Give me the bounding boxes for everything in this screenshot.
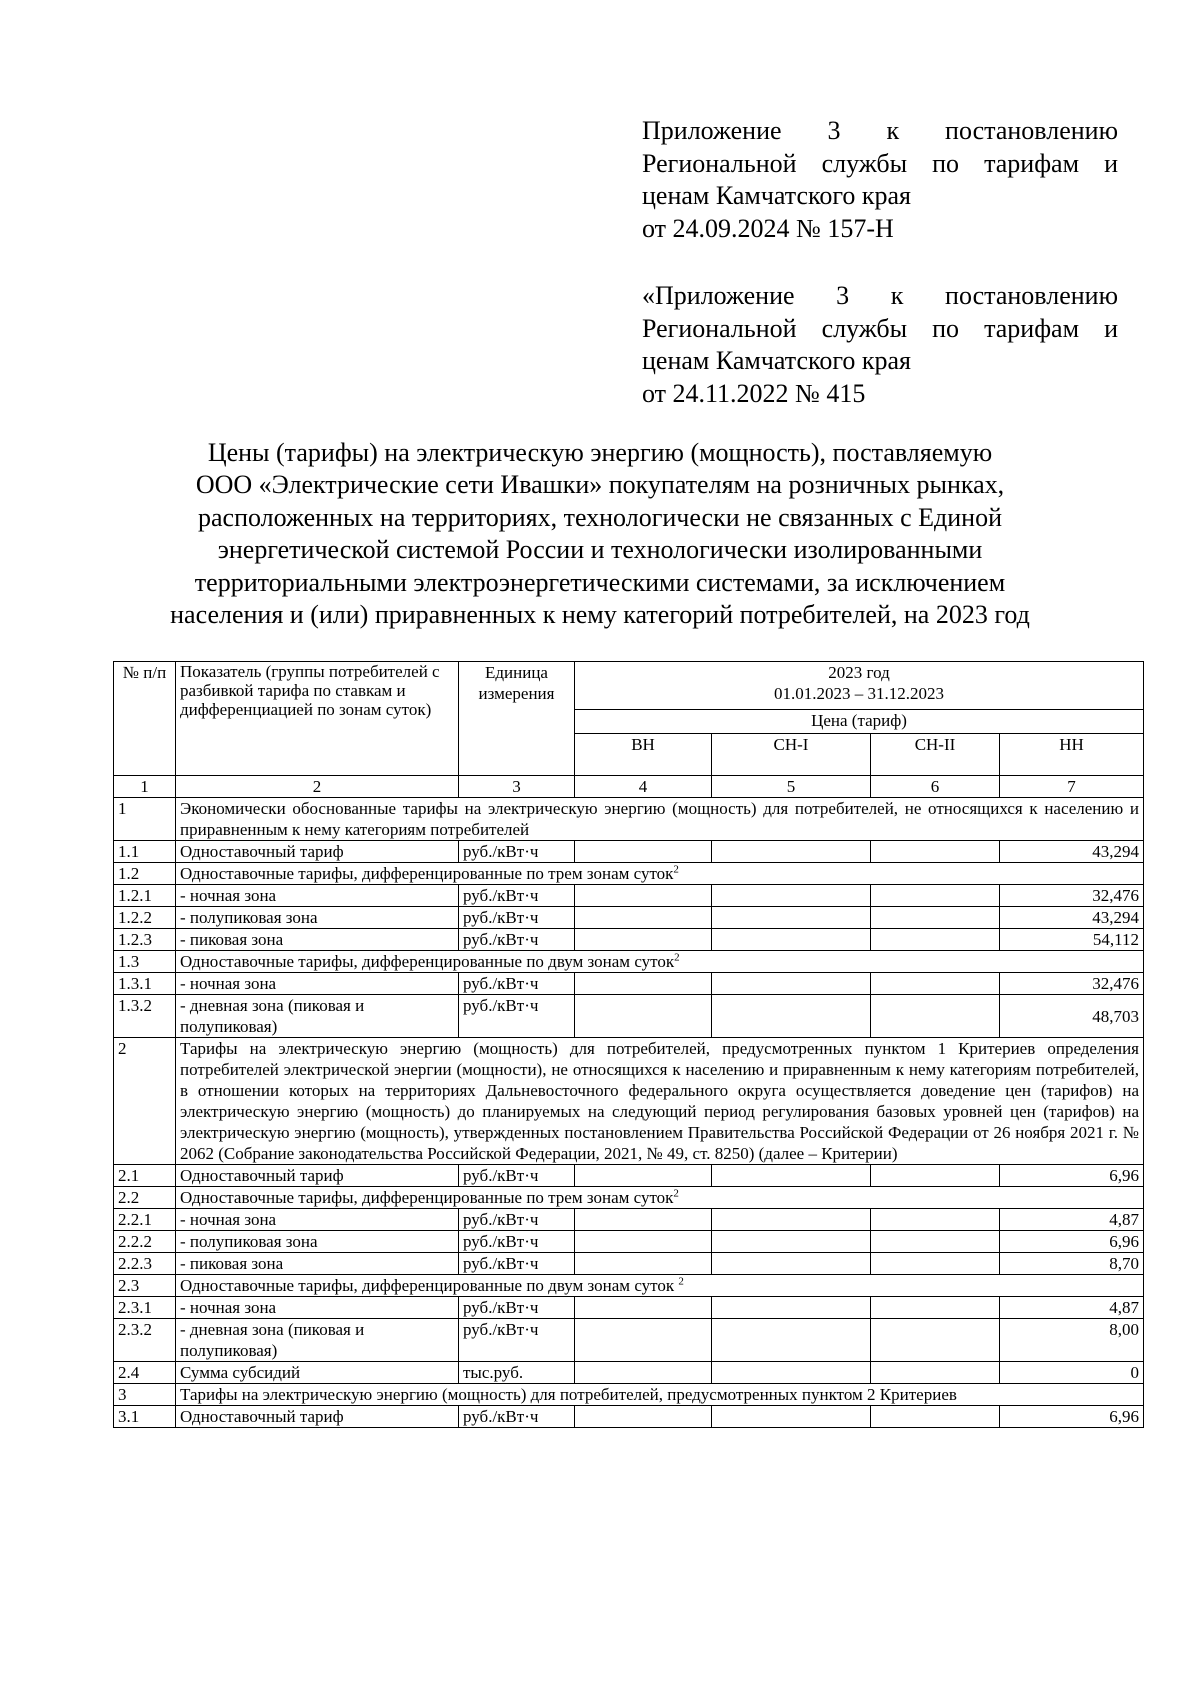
column-number: 7 <box>1000 776 1144 798</box>
footnote-mark: 2 <box>678 1275 684 1288</box>
footnote-mark: 2 <box>673 1187 679 1200</box>
value-vn <box>575 1406 712 1428</box>
row-name: - полупиковая зона <box>176 1231 459 1253</box>
appendix-current-line-1: Приложение 3 к постановлению <box>642 116 1118 145</box>
row-name: - дневная зона (пиковая и полупиковая) <box>176 995 459 1038</box>
header-unit: Единица измерения <box>459 662 575 776</box>
value-vn <box>575 1165 712 1187</box>
row-name: - пиковая зона <box>176 929 459 951</box>
table-row <box>114 1165 1144 1187</box>
section-text: Тарифы на электрическую энергию (мощность) для потребителей, предусмотренных пунктом 1 Критериев определения потребителей электрической энергии (мощности), не относящихся к населению и приравненным к нему категориям потребителей, в отношении которых на территориях Дальневосточного федерального округа осуществляется доведение цен (тарифов) на электрическую энергию (мощность) до планируемых на следующий период регулирования базовых уровней цен (тарифов) на электрическую энергию (мощность), утвержденных постановлением Правительства Российской Федерации от 26 ноября 2021 г. № 2062 (Собрание законодательства Российской Федерации, 2021, № 49, ст. 8250) (далее – Критерии) <box>176 1038 1144 1165</box>
value-nn: 48,703 <box>1000 995 1144 1038</box>
row-unit: руб./кВт·ч <box>459 1319 575 1362</box>
value-nn: 6,96 <box>1000 1165 1144 1187</box>
title-line: энергетической системой России и технологически изолированными <box>217 535 983 565</box>
table-row <box>114 1297 1144 1319</box>
value-sn2 <box>871 929 1000 951</box>
table-row <box>114 1231 1144 1253</box>
title-line: ООО «Электрические сети Ивашки» покупателям на розничных рынках, <box>195 470 1005 500</box>
value-sn1 <box>712 841 871 863</box>
row-unit: тыс.руб. <box>459 1362 575 1384</box>
footnote-mark: 2 <box>674 951 680 964</box>
row-unit: руб./кВт·ч <box>459 885 575 907</box>
column-number: 5 <box>712 776 871 798</box>
header-year <box>575 662 1144 710</box>
section-row <box>114 951 1144 973</box>
row-unit: руб./кВт·ч <box>459 1209 575 1231</box>
value-vn <box>575 929 712 951</box>
header-vn: ВН <box>575 734 712 776</box>
title-line: населения и (или) приравненных к нему категорий потребителей, на 2023 год <box>170 600 1030 630</box>
value-nn: 8,00 <box>1000 1319 1144 1362</box>
value-nn: 4,87 <box>1000 1297 1144 1319</box>
value-sn2 <box>871 1231 1000 1253</box>
column-number: 3 <box>459 776 575 798</box>
value-nn: 54,112 <box>1000 929 1144 951</box>
table-row <box>114 1209 1144 1231</box>
row-unit: руб./кВт·ч <box>459 973 575 995</box>
appendix-previous-line-3: ценам Камчатского края <box>642 346 911 375</box>
value-nn: 0 <box>1000 1362 1144 1384</box>
value-nn: 4,87 <box>1000 1209 1144 1231</box>
value-sn2 <box>871 1209 1000 1231</box>
table-row <box>114 1362 1144 1384</box>
value-vn <box>575 973 712 995</box>
row-unit: руб./кВт·ч <box>459 1297 575 1319</box>
row-num: 1.2.1 <box>114 885 176 907</box>
table-row <box>114 973 1144 995</box>
value-vn <box>575 1319 712 1362</box>
header-year-label: 2023 год <box>828 663 890 682</box>
row-num: 3 <box>114 1384 176 1406</box>
row-unit: руб./кВт·ч <box>459 929 575 951</box>
appendix-previous <box>642 280 1118 410</box>
value-sn2 <box>871 1362 1000 1384</box>
section-text: Одноставочные тарифы, дифференцированные по двум зонам суток <box>180 952 675 971</box>
value-sn1 <box>712 1406 871 1428</box>
value-sn1 <box>712 1362 871 1384</box>
row-unit: руб./кВт·ч <box>459 907 575 929</box>
appendix-current-line-4: от 24.09.2024 № 157-Н <box>642 213 894 243</box>
row-unit: руб./кВт·ч <box>459 1253 575 1275</box>
table-row <box>114 1406 1144 1428</box>
row-num: 2.4 <box>114 1362 176 1384</box>
value-vn <box>575 885 712 907</box>
row-name: Одноставочный тариф <box>176 841 459 863</box>
row-name: Одноставочный тариф <box>176 1406 459 1428</box>
row-num: 2.2.2 <box>114 1231 176 1253</box>
row-num: 2.3.1 <box>114 1297 176 1319</box>
value-nn: 43,294 <box>1000 907 1144 929</box>
row-num: 2.2.3 <box>114 1253 176 1275</box>
row-unit: руб./кВт·ч <box>459 995 575 1038</box>
value-sn1 <box>712 973 871 995</box>
header-period: 01.01.2023 – 31.12.2023 <box>774 684 944 703</box>
appendix-current-line-3: ценам Камчатского края <box>642 181 911 210</box>
row-name: - ночная зона <box>176 885 459 907</box>
section-text: Экономически обоснованные тарифы на электрическую энергию (мощность) для потребителей, не относящихся к населению и приравненным к нему категориям потребителей <box>176 798 1144 841</box>
title-line: Цены (тарифы) на электрическую энергию (мощность), поставляемую <box>207 438 993 467</box>
section-row <box>114 1275 1144 1297</box>
value-sn2 <box>871 1406 1000 1428</box>
value-sn2 <box>871 1253 1000 1275</box>
row-unit: руб./кВт·ч <box>459 1165 575 1187</box>
section-row <box>114 1187 1144 1209</box>
document-title <box>80 437 1120 631</box>
row-num: 1.3.2 <box>114 995 176 1038</box>
row-name: - ночная зона <box>176 1209 459 1231</box>
value-vn <box>575 1297 712 1319</box>
value-sn1 <box>712 1319 871 1362</box>
tariff-table <box>113 661 1144 1428</box>
value-sn2 <box>871 973 1000 995</box>
row-name: Одноставочный тариф <box>176 1165 459 1187</box>
row-name: - дневная зона (пиковая и полупиковая) <box>176 1319 459 1362</box>
value-vn <box>575 1362 712 1384</box>
value-sn1 <box>712 929 871 951</box>
header-num: № п/п <box>114 662 176 776</box>
title-line: территориальными электроэнергетическими системами, за исключением <box>194 567 1006 597</box>
appendix-previous-line-2: Региональной службы по тарифам и <box>642 313 1118 343</box>
section-text-cell <box>176 1187 1144 1209</box>
section-row <box>114 863 1144 885</box>
row-name: - полупиковая зона <box>176 907 459 929</box>
row-name: - ночная зона <box>176 1297 459 1319</box>
value-vn <box>575 907 712 929</box>
header-sn1: СН-I <box>712 734 871 776</box>
row-num: 1.2.2 <box>114 907 176 929</box>
row-unit: руб./кВт·ч <box>459 1406 575 1428</box>
row-num: 3.1 <box>114 1406 176 1428</box>
row-num: 2.3.2 <box>114 1319 176 1362</box>
value-sn1 <box>712 1253 871 1275</box>
table-row <box>114 995 1144 1038</box>
row-name: - ночная зона <box>176 973 459 995</box>
header-price: Цена (тариф) <box>575 710 1144 734</box>
appendix-previous-line-1: «Приложение 3 к постановлению <box>642 281 1118 310</box>
value-sn2 <box>871 1297 1000 1319</box>
appendix-previous-line-4: от 24.11.2022 № 415 <box>642 378 866 408</box>
table-row <box>114 1253 1144 1275</box>
section-text-cell <box>176 951 1144 973</box>
value-sn1 <box>712 1165 871 1187</box>
section-row <box>114 798 1144 841</box>
value-vn <box>575 995 712 1038</box>
section-text: Тарифы на электрическую энергию (мощность) для потребителей, предусмотренных пунктом 2 Критериев <box>176 1384 1144 1406</box>
value-nn: 32,476 <box>1000 885 1144 907</box>
column-number: 4 <box>575 776 712 798</box>
value-vn <box>575 1253 712 1275</box>
row-name: - пиковая зона <box>176 1253 459 1275</box>
value-sn1 <box>712 907 871 929</box>
table-row <box>114 1319 1144 1362</box>
table-row <box>114 885 1144 907</box>
column-number: 6 <box>871 776 1000 798</box>
row-num: 2.2.1 <box>114 1209 176 1231</box>
value-sn1 <box>712 885 871 907</box>
value-sn2 <box>871 995 1000 1038</box>
row-num: 1.3 <box>114 951 176 973</box>
value-sn2 <box>871 907 1000 929</box>
value-vn <box>575 1231 712 1253</box>
row-num: 1 <box>114 798 176 841</box>
header-nn: НН <box>1000 734 1144 776</box>
section-row <box>114 1038 1144 1165</box>
value-sn1 <box>712 1231 871 1253</box>
header-param: Показатель (группы потребителей с разбивкой тарифа по ставкам и дифференциацией по зонам суток) <box>176 662 459 776</box>
row-num: 2.1 <box>114 1165 176 1187</box>
section-text: Одноставочные тарифы, дифференцированные по трем зонам суток <box>180 864 674 883</box>
row-unit: руб./кВт·ч <box>459 1231 575 1253</box>
section-text-cell <box>176 863 1144 885</box>
value-sn2 <box>871 885 1000 907</box>
value-sn2 <box>871 1319 1000 1362</box>
section-text-cell <box>176 1275 1144 1297</box>
section-row <box>114 1384 1144 1406</box>
header-sn2: СН-II <box>871 734 1000 776</box>
appendix-current-line-2: Региональной службы по тарифам и <box>642 148 1118 178</box>
section-text: Одноставочные тарифы, дифференцированные по трем зонам суток <box>180 1188 674 1207</box>
row-name: Сумма субсидий <box>176 1362 459 1384</box>
row-num: 1.3.1 <box>114 973 176 995</box>
value-sn1 <box>712 1209 871 1231</box>
value-nn: 43,294 <box>1000 841 1144 863</box>
row-num: 1.1 <box>114 841 176 863</box>
table-row <box>114 907 1144 929</box>
value-nn: 8,70 <box>1000 1253 1144 1275</box>
row-unit: руб./кВт·ч <box>459 841 575 863</box>
section-text: Одноставочные тарифы, дифференцированные по двум зонам суток <box>180 1276 679 1295</box>
row-num: 1.2 <box>114 863 176 885</box>
value-nn: 6,96 <box>1000 1231 1144 1253</box>
value-sn1 <box>712 1297 871 1319</box>
table-row <box>114 929 1144 951</box>
value-sn2 <box>871 841 1000 863</box>
column-number: 2 <box>176 776 459 798</box>
row-num: 2.3 <box>114 1275 176 1297</box>
value-sn2 <box>871 1165 1000 1187</box>
column-number: 1 <box>114 776 176 798</box>
value-vn <box>575 841 712 863</box>
value-vn <box>575 1209 712 1231</box>
row-num: 2.2 <box>114 1187 176 1209</box>
value-nn: 6,96 <box>1000 1406 1144 1428</box>
row-num: 1.2.3 <box>114 929 176 951</box>
table-row <box>114 841 1144 863</box>
value-nn: 32,476 <box>1000 973 1144 995</box>
value-sn1 <box>712 995 871 1038</box>
footnote-mark: 2 <box>673 863 679 876</box>
title-line: расположенных на территориях, технологически не связанных с Единой <box>197 502 1003 532</box>
appendix-current <box>642 115 1118 245</box>
row-num: 2 <box>114 1038 176 1165</box>
